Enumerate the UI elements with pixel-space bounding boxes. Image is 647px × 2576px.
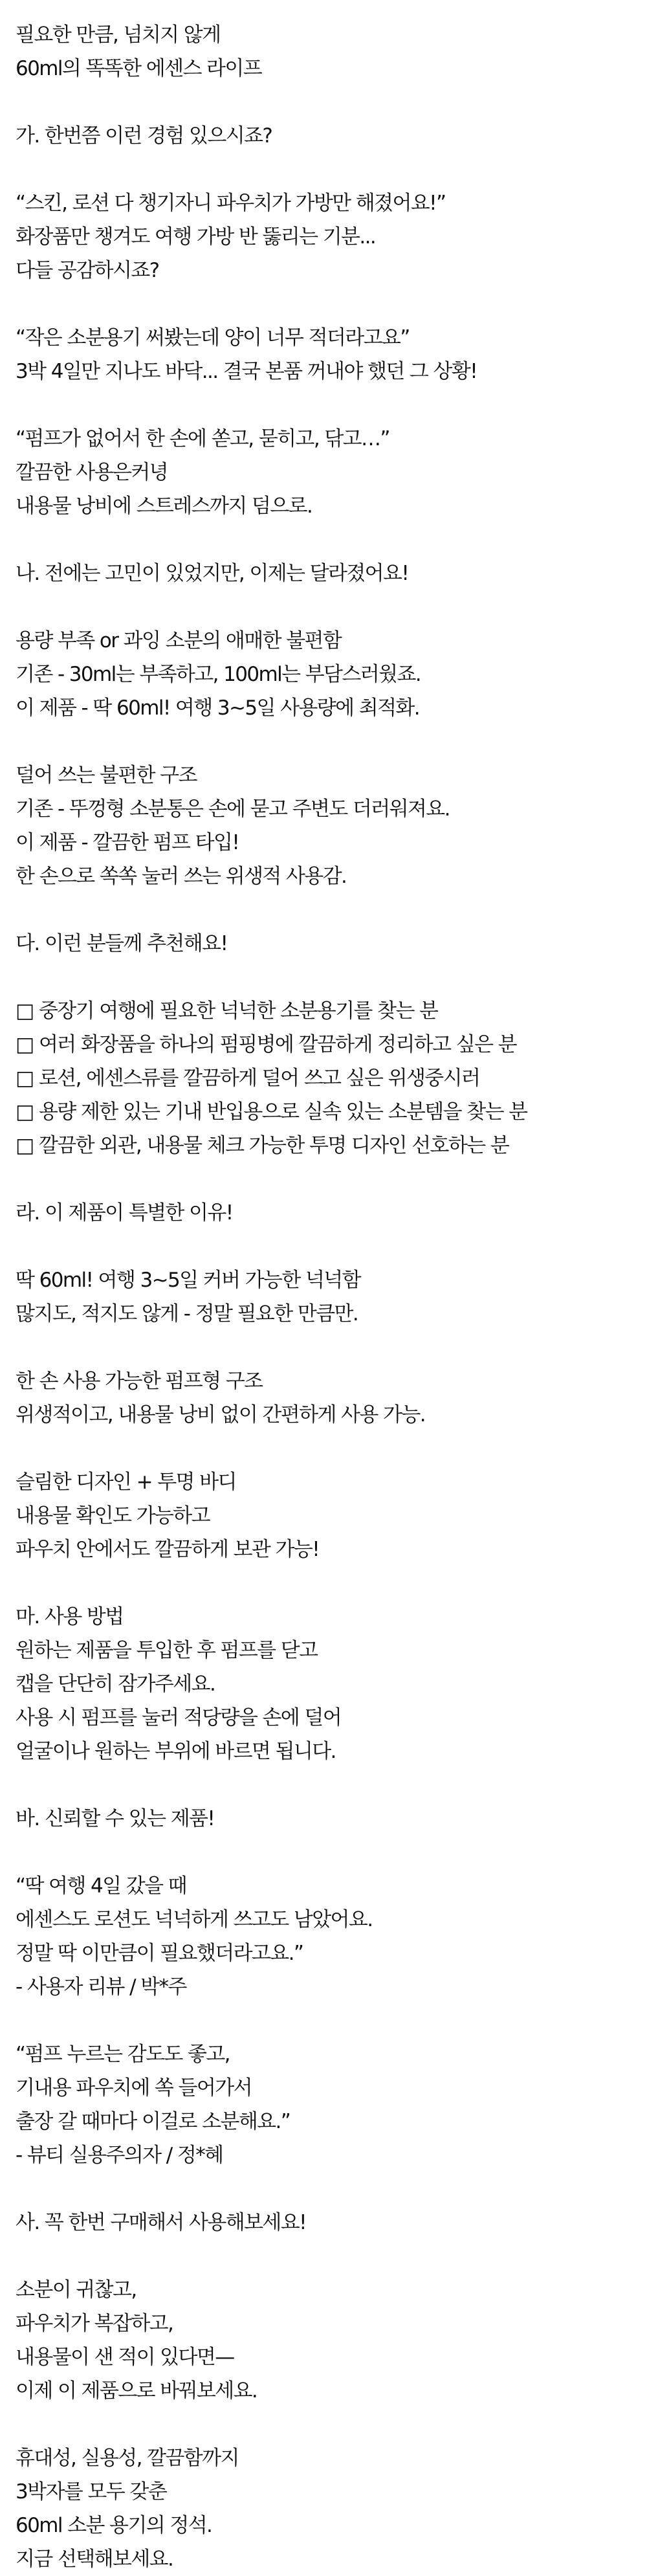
checklist-item: □ 중장기 여행에 필요한 넉넉한 소분용기를 찾는 분 (16, 999, 438, 1023)
checklist-item: □ 로션, 에센스류를 깔끔하게 덜어 쓰고 싶은 위생중시러 (16, 1067, 480, 1090)
feature-line: 슬림한 디자인 + 투명 바디 (16, 1471, 236, 1494)
review-author: - 사용자 리뷰 / 박*주 (16, 1975, 186, 1999)
review-author: - 뷰티 실용주의자 / 정*혜 (16, 2144, 223, 2167)
feature-block (16, 1465, 647, 1566)
checklist-item: □ 용량 제한 있는 기내 반입용으로 실속 있는 소분템을 찾는 분 (16, 1100, 527, 1124)
section-heading: 나. 전에는 고민이 있었지만, 이제는 달라졌어요! (16, 562, 409, 585)
feature-line: 파우치 안에서도 깔끔하게 보관 가능! (16, 1538, 320, 1561)
checklist-item: □ 깔끔한 외관, 내용물 체크 가능한 투명 디자인 선호하는 분 (16, 1134, 509, 1157)
intro-line: 필요한 만큼, 넘치지 않게 (16, 23, 221, 47)
review-line: 에센스도 로션도 넉넉하게 쓰고도 남았어요. (16, 1908, 373, 1931)
section-heading: 라. 이 제품이 특별한 이유! (16, 1201, 233, 1225)
complaint-quote (16, 422, 647, 523)
quote-line: 다들 공감하시죠? (16, 259, 159, 282)
comparison-block (16, 759, 647, 893)
comparison-line: 기존 - 뚜껑형 소분통은 손에 묻고 주변도 더러워져요. (16, 797, 450, 821)
closing-line: 지금 선택해보세요. (16, 2548, 173, 2571)
feature-line: 딱 60ml! 여행 3~5일 커버 가능한 넉넉함 (16, 1269, 360, 1292)
section-b-heading-block (16, 557, 647, 590)
review-line: 출장 갈 때마다 이걸로 소분해요.” (16, 2110, 291, 2133)
instruction-line: 캡을 단단히 잠가주세요. (16, 1672, 215, 1696)
quote-line: 깔끔한 사용은커녕 (16, 461, 168, 484)
intro-line: 60ml의 똑똑한 에센스 라이프 (16, 57, 262, 80)
comparison-line: 덜어 쓰는 불편한 구조 (16, 764, 197, 787)
intro-paragraph (16, 18, 647, 85)
closing-line: 내용물이 샌 적이 있다면— (16, 2346, 234, 2369)
checklist-item: □ 여러 화장품을 하나의 펌핑병에 깔끔하게 정리하고 싶은 분 (16, 1033, 517, 1056)
recommendation-checklist (16, 994, 647, 1162)
quote-line: 3박 4일만 지나도 바닥... 결국 본품 꺼내야 했던 그 상황! (16, 360, 477, 383)
instruction-line: 얼굴이나 원하는 부위에 바르면 됩니다. (16, 1740, 336, 1763)
closing-line: 파우치가 복잡하고, (16, 2312, 173, 2335)
customer-review (16, 2037, 647, 2172)
closing-line: 이제 이 제품으로 바꿔보세요. (16, 2379, 258, 2403)
instruction-line: 사용 시 펌프를 눌러 적당량을 손에 덜어 (16, 1706, 342, 1729)
feature-line: 내용물 확인도 가능하고 (16, 1504, 210, 1527)
section-g-heading-block (16, 2206, 647, 2239)
quote-line: “스킨, 로션 다 챙기자니 파우치가 가방만 해졌어요!” (16, 192, 446, 215)
review-line: 기내용 파우치에 쏙 들어가서 (16, 2076, 252, 2100)
comparison-line: 기존 - 30ml는 부족하고, 100ml는 부담스러웠죠. (16, 663, 421, 686)
review-line: “펌프 누르는 감도도 좋고, (16, 2043, 230, 2066)
closing-line: 60ml 소분 용기의 정석. (16, 2514, 212, 2537)
closing-block (16, 2441, 647, 2576)
closing-line: 소분이 귀찮고, (16, 2278, 137, 2302)
quote-line: “작은 소분용기 써봤는데 양이 너무 적더라고요” (16, 326, 410, 350)
closing-block (16, 2273, 647, 2408)
section-a-heading-block (16, 119, 647, 153)
quote-line: 내용물 낭비에 스트레스까지 덤으로. (16, 494, 313, 518)
comparison-line: 한 손으로 쏙쏙 눌러 쓰는 위생적 사용감. (16, 865, 347, 888)
customer-review (16, 1869, 647, 2004)
section-heading: 마. 사용 방법 (16, 1605, 124, 1628)
comparison-line: 용량 부족 or 과잉 소분의 애매한 불편함 (16, 629, 342, 652)
review-line: 정말 딱 이만큼이 필요했더라고요.” (16, 1942, 303, 1965)
feature-line: 한 손 사용 가능한 펌프형 구조 (16, 1370, 263, 1393)
quote-line: 화장품만 챙겨도 여행 가방 반 뚫리는 기분... (16, 225, 376, 249)
instruction-line: 원하는 제품을 투입한 후 펌프를 닫고 (16, 1639, 318, 1662)
usage-instructions (16, 1600, 647, 1768)
review-line: “딱 여행 4일 갔을 때 (16, 1874, 187, 1898)
comparison-block (16, 624, 647, 725)
complaint-quote (16, 321, 647, 388)
comparison-line: 이 제품 - 깔끔한 펌프 타입! (16, 831, 239, 854)
section-heading: 사. 꼭 한번 구매해서 사용해보세요! (16, 2211, 306, 2234)
section-f-heading-block (16, 1802, 647, 1836)
section-d-heading-block (16, 1196, 647, 1230)
comparison-line: 이 제품 - 딱 60ml! 여행 3~5일 사용량에 최적화. (16, 696, 420, 720)
closing-line: 3박자를 모두 갖춘 (16, 2480, 167, 2504)
section-heading: 다. 이런 분들께 추천해요! (16, 932, 228, 955)
complaint-quote (16, 186, 647, 287)
section-heading: 바. 신뢰할 수 있는 제품! (16, 1807, 215, 1830)
feature-block (16, 1263, 647, 1331)
closing-line: 휴대성, 실용성, 깔끔함까지 (16, 2447, 239, 2470)
quote-line: “펌프가 없어서 한 손에 쏟고, 묻히고, 닦고…” (16, 427, 389, 450)
section-c-heading-block (16, 927, 647, 960)
feature-line: 위생적이고, 내용물 낭비 없이 간편하게 사용 가능. (16, 1403, 425, 1427)
feature-block (16, 1364, 647, 1432)
feature-line: 많지도, 적지도 않게 - 정말 필요한 만큼만. (16, 1302, 358, 1326)
section-heading: 가. 한번쯤 이런 경험 있으시죠? (16, 124, 272, 148)
